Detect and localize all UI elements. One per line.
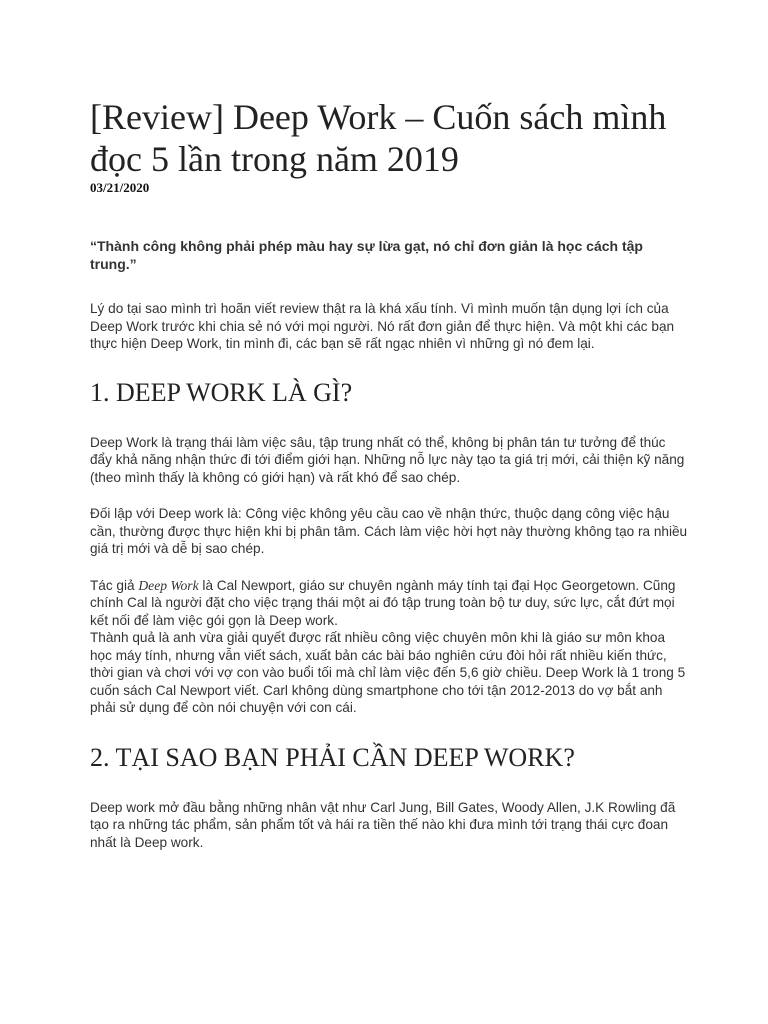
article-title: [Review] Deep Work – Cuốn sách mình đọc 5 lần trong năm 2019 xyxy=(90,97,667,179)
section1-paragraph-1: Deep Work là trạng thái làm việc sâu, tập trung nhất có thể, không bị phân tán tư tưởng để thúc đẩy khả năng nhận thức đi tới điểm giới hạn. Những nỗ lực này tạo ta giá trị mới, cải thiện kỹ năng (theo mình thấy là không có giới hạn) và rất khó để sao chép. xyxy=(90,434,685,485)
section2-paragraph-1: Deep work mở đầu bằng những nhân vật như Carl Jung, Bill Gates, Woody Allen, J.K Rowling đã tạo ra những tác phẩm, sản phẩm tốt và hái ra tiền thế nào khi đưa mình tới trạng thái cực đoan nhất là Deep work. xyxy=(90,799,676,850)
section1-paragraph-3 xyxy=(90,577,690,630)
intro-paragraph: Lý do tại sao mình trì hoãn viết review thật ra là khá xấu tính. Vì mình muốn tận dụng lợi ích của Deep Work trước khi chia sẻ nó với mọi người. Nó rất đơn giản để thực hiện. Và một khi các bạn thực hiện Deep Work, tin mình đi, các bạn sẽ rất ngạc nhiên vì những gì nó đem lại. xyxy=(90,301,675,351)
author-prefix: Tác giả xyxy=(90,577,139,593)
publish-date: 03/21/2020 xyxy=(90,180,150,195)
book-title-inline: Deep Work xyxy=(138,577,199,593)
section1-paragraph-4: Thành quả là anh vừa giải quyết được rất nhiều công việc chuyên môn khi là giáo sư môn khoa học máy tính, nhưng vẫn viết sách, xuất bản các bài báo nghiên cứu đòi hỏi rất nhiều kiến thức, thời gian và chơi với vợ con vào buổi tối mà chỉ làm việc đến 5,6 giờ chiều. Deep Work là 1 trong 5 cuốn sách Cal Newport viết. Carl không dùng smartphone cho tới tận 2012-2013 do vợ bắt anh phải sử dụng để còn nói chuyện với con cái. xyxy=(90,630,686,715)
author-rest: là Cal Newport, giáo sư chuyên ngành máy tính tại đại Học Georgetown. Cũng chính Cal là người đặt cho việc trạng thái một ai đó tập trung toàn bộ tư duy, sức lực, cắt đứt mọi kết nối để làm việc gói gọn là Deep work. xyxy=(90,577,676,628)
section-heading-1: 1. DEEP WORK LÀ GÌ? xyxy=(90,377,353,407)
section1-paragraph-2: Đối lập với Deep work là: Công việc không yêu cầu cao về nhận thức, thuộc dạng công việc hậu cần, thường được thực hiện khi bị phân tâm. Cách làm việc hời hợt này thường không tạo ra nhiều giá trị mới và dễ bị sao chép. xyxy=(90,506,688,556)
article xyxy=(90,96,690,851)
pull-quote: “Thành công không phải phép màu hay sự lừa gạt, nó chỉ đơn giản là học cách tập trung.” xyxy=(90,238,643,272)
section-heading-2: 2. TẠI SAO BẠN PHẢI CẦN DEEP WORK? xyxy=(90,742,575,772)
